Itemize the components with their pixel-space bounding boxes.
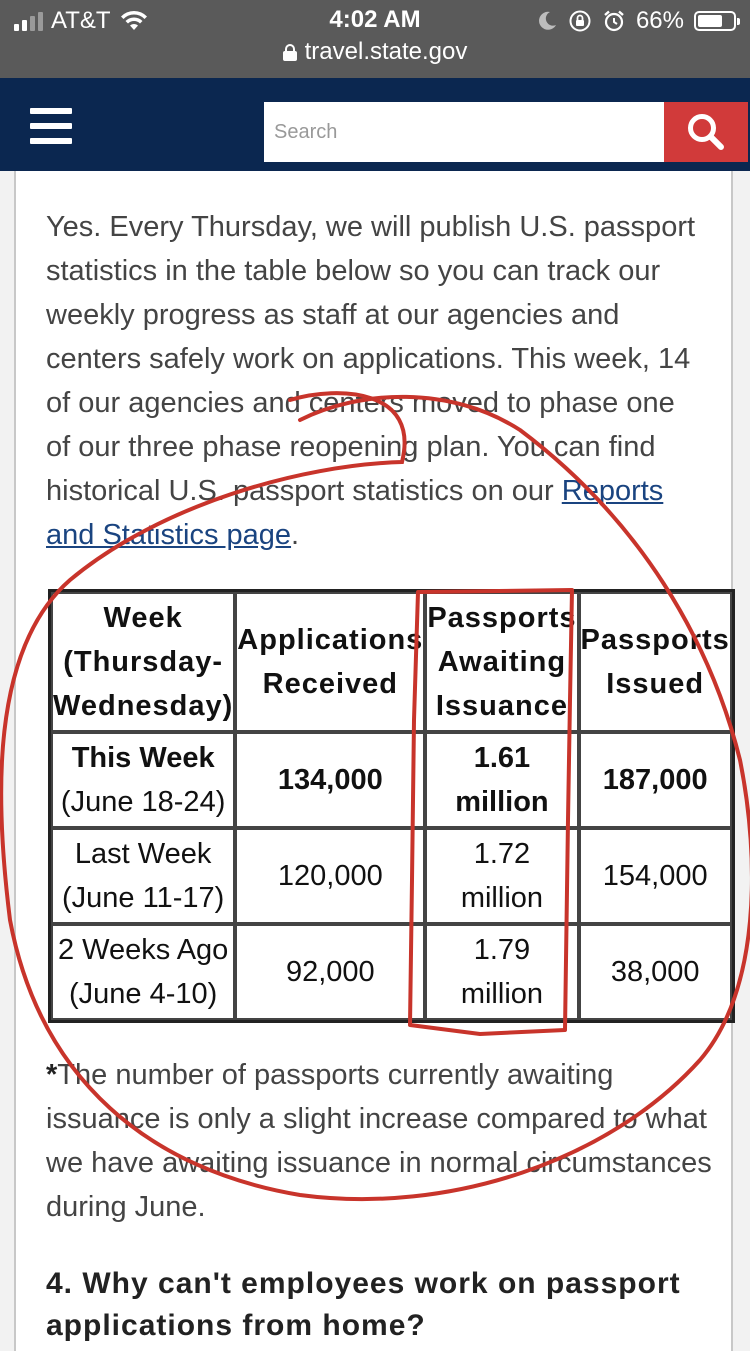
table-header-row (51, 592, 732, 732)
week-label: Last Week (74, 838, 212, 870)
issued-cell: 38,000 (579, 924, 732, 1020)
week-label: 2 Weeks Ago (57, 934, 229, 966)
alarm-icon (602, 9, 626, 33)
moon-icon (536, 10, 558, 32)
battery-icon (694, 11, 736, 31)
intro-paragraph (46, 205, 706, 557)
week-cell (51, 828, 235, 924)
week-dates: (June 11-17) (62, 882, 225, 914)
orientation-lock-icon (568, 9, 592, 33)
week-cell (51, 732, 235, 828)
search-icon (685, 111, 727, 153)
url-bar[interactable] (0, 38, 750, 66)
received-cell: 92,000 (235, 924, 425, 1020)
footnote-text: The number of passports currently awaiting issuance is only a slight increase compared to what we have awaiting issuance in normal circumstances during June. (46, 1059, 712, 1223)
footnote (46, 1053, 714, 1229)
status-bar (0, 0, 750, 78)
awaiting-cell: 1.61 million (425, 732, 578, 828)
issued-cell: 187,000 (579, 732, 732, 828)
received-cell: 134,000 (235, 732, 425, 828)
table-row (51, 732, 732, 828)
awaiting-cell: 1.72 million (425, 828, 578, 924)
awaiting-cell: 1.79 million (425, 924, 578, 1020)
table-row (51, 924, 732, 1020)
hamburger-icon[interactable] (30, 108, 72, 144)
intro-text: Yes. Every Thursday, we will publish U.S. passport statistics in the table below so you can track our weekly progress as staff at our agencies and centers safely work on applications. This week, 14 of our agencies and centers moved to phase one of our three phase reopening plan. You can find historical U.S. passport statistics on our (46, 211, 696, 507)
header-passports-awaiting: Passports Awaiting Issuance (425, 592, 578, 732)
question-heading: 4. Why can't employees work on passport applications from home? (46, 1267, 681, 1342)
clock: 4:02 AM (329, 6, 421, 33)
url-text: travel.state.gov (304, 38, 468, 65)
footnote-marker: * (46, 1059, 58, 1091)
passport-statistics-table (48, 589, 735, 1023)
table-row (51, 828, 732, 924)
carrier-label: AT&T (51, 7, 111, 34)
header-passports-issued: Passports Issued (579, 592, 732, 732)
issued-cell: 154,000 (579, 828, 732, 924)
header-week: Week (Thursday-Wednesday) (51, 592, 235, 732)
search-button[interactable] (664, 102, 748, 162)
received-cell: 120,000 (235, 828, 425, 924)
week-label: This Week (71, 742, 215, 774)
site-header (0, 78, 750, 171)
status-right (536, 6, 736, 36)
reports-statistics-link[interactable]: Reports and Statistics page (46, 475, 664, 551)
battery-percent: 66% (635, 7, 684, 34)
intro-end: . (291, 519, 300, 551)
week-cell (51, 924, 235, 1020)
lock-icon (283, 44, 297, 60)
week-dates: (June 18-24) (60, 786, 226, 818)
content-card (14, 171, 733, 1351)
header-applications-received: Applications Received (235, 592, 425, 732)
search-input[interactable] (264, 102, 664, 162)
week-dates: (June 4-10) (68, 978, 218, 1010)
